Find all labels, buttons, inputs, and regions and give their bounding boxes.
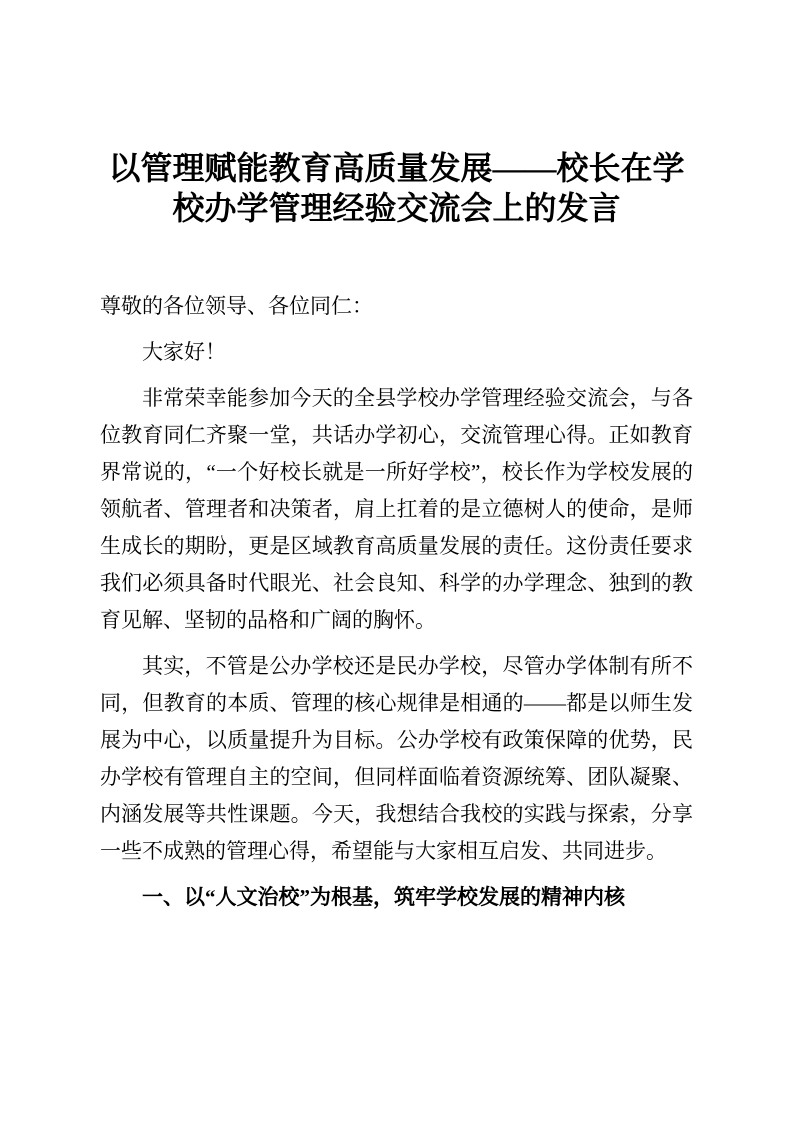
paragraph: 非常荣幸能参加今天的全县学校办学管理经验交流会，与各位教育同仁齐聚一堂，共话办学初心，交流管理心得。正如教育界常说的，“一个好校长就是一所好学校”，校长作为学校发展的领航者、管理者和决策者，肩上扛着的是立德树人的使命，是师生成长的期盼，更是区域教育高质量发展的责任。这份责任要求我们必须具备时代眼光、社会良知、科学的办学理念、独到的教育见解、坚韧的品格和广阔的胸怀。 <box>100 386 693 632</box>
paragraph: 大家好！ <box>142 340 226 364</box>
document-content <box>100 0 693 925</box>
paragraph: 其实，不管是公办学校还是民办学校，尽管办学体制有所不同，但教育的本质、管理的核心规律是相通的——都是以师生发展为中心，以质量提升为目标。公办学校有政策保障的优势，民办学校有管理自主的空间，但同样面临着资源统筹、团队凝聚、内涵发展等共性课题。今天，我想结合我校的实践与探索，分享一些不成熟的管理心得，希望能与大家相互启发、共同进步。 <box>100 654 693 863</box>
section-heading: 一、以“人文治校”为根基，筑牢学校发展的精神内核 <box>142 885 625 909</box>
document-title: 以管理赋能教育高质量发展——校长在学校办学管理经验交流会上的发言 <box>108 150 685 226</box>
paragraph: 尊敬的各位领导、各位同仁： <box>100 294 373 318</box>
document-body <box>100 288 693 916</box>
